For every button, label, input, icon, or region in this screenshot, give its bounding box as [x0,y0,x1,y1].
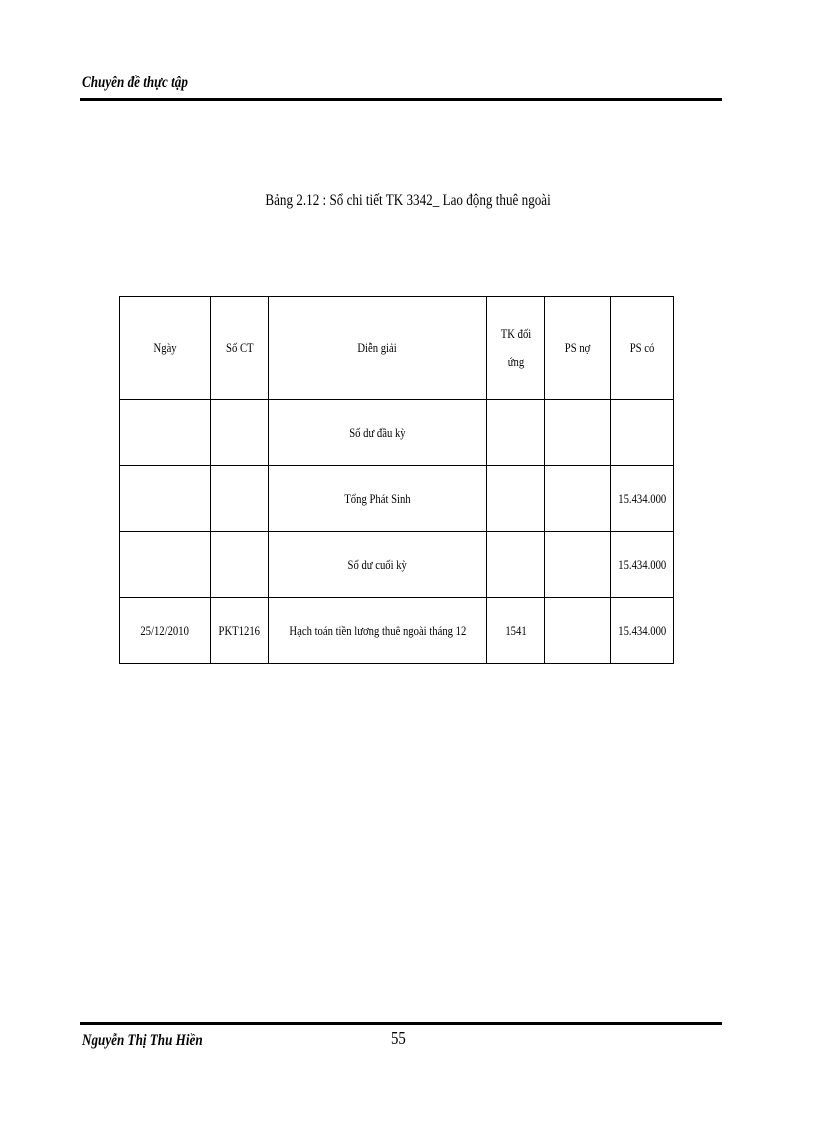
cell-description: Số dư đầu kỳ [269,400,487,466]
table-row [120,598,674,664]
cell-contra-account [487,400,545,466]
ledger-table [119,296,674,664]
cell-contra-account [487,532,545,598]
cell-date [120,466,211,532]
cell-description: Số dư cuối kỳ [269,532,487,598]
cell-doc-no [211,466,269,532]
cell-description: Tổng Phát Sinh [269,466,487,532]
cell-contra-account: 1541 [487,598,545,664]
cell-debit [545,466,611,532]
cell-date: 25/12/2010 [120,598,211,664]
cell-doc-no [211,532,269,598]
cell-credit: 15.434.000 [611,466,674,532]
table-row [120,466,674,532]
header-title: Chuyên đề thực tập [82,74,188,91]
column-header-date: Ngày [120,297,211,400]
cell-debit [545,532,611,598]
table-row [120,400,674,466]
page-number: 55 [391,1028,406,1048]
cell-doc-no [211,400,269,466]
footer-divider [80,1022,722,1025]
table-row [120,532,674,598]
column-header-contra-account: TK đối ứng [487,297,545,400]
cell-description: Hạch toán tiền lương thuê ngoài tháng 12 [269,598,487,664]
footer-author: Nguyễn Thị Thu Hiền [82,1032,203,1049]
column-header-doc-no: Số CT [211,297,269,400]
cell-credit [611,400,674,466]
cell-doc-no: PKT1216 [211,598,269,664]
cell-date [120,400,211,466]
cell-date [120,532,211,598]
table-caption [0,192,816,210]
cell-credit: 15.434.000 [611,598,674,664]
column-header-debit: PS nợ [545,297,611,400]
cell-contra-account [487,466,545,532]
table-caption-text: Bảng 2.12 : Sổ chi tiết TK 3342_ Lao động thuê ngoài [265,192,551,209]
column-header-description: Diễn giải [269,297,487,400]
cell-credit: 15.434.000 [611,532,674,598]
cell-debit [545,598,611,664]
column-header-credit: PS có [611,297,674,400]
cell-debit [545,400,611,466]
table-header-row [120,297,674,400]
header-divider [80,98,722,101]
